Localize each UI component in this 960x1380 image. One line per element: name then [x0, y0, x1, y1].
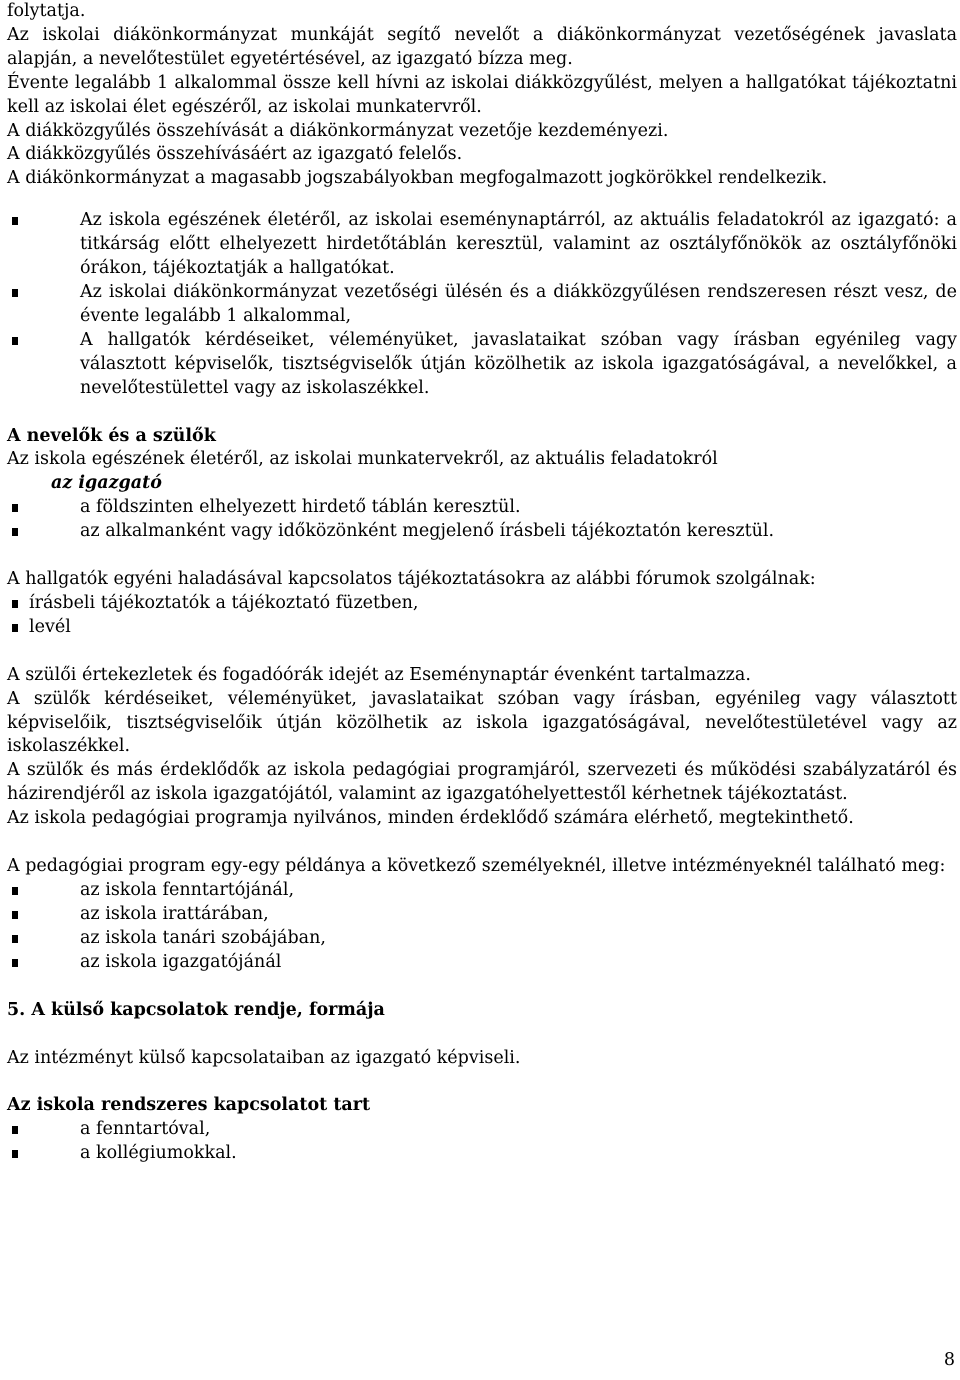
paragraph: Évente legalább 1 alkalommal össze kell hívni az iskolai diákközgyűlést, melyen a hallgatókat tájékoztatni kell az iskolai élet egészéről, az iskolai munkatervről. — [7, 72, 957, 117]
bullet-list — [7, 879, 957, 975]
paragraph: Az iskola pedagógiai programja nyilvános, minden érdeklődő számára elérhető, megtekinthető. — [7, 808, 854, 829]
paragraph: A pedagógiai program egy-egy példánya a következő személyeknél, illetve intézményeknél található meg: — [7, 856, 946, 877]
bullet-list — [7, 496, 957, 544]
paragraph: A szülők és más érdeklődők az iskola pedagógiai programjáról, szervezeti és működési szabályzatáról és házirendjéről az iskola igazgatójától, valamint az igazgatóhelyettestől kérhetnek tájékoztatást. — [7, 760, 957, 805]
paragraph: Az iskolai diákönkormányzat munkáját segítő nevelőt a diákönkormányzat vezetőségének javaslata alapján, a nevelőtestület egyetértésével, az igazgató bízza meg. — [7, 24, 957, 69]
section-heading: A nevelők és a szülők — [7, 425, 216, 446]
list-item: írásbeli tájékoztatók a tájékoztató füzetben, — [7, 592, 957, 616]
paragraph: A diákönkormányzat a magasabb jogszabályokban megfogalmazott jogkörökkel rendelkezik. — [7, 168, 828, 189]
list-item: Az iskolai diákönkormányzat vezetőségi ülésén és a diákközgyűlésen rendszeresen részt vesz, de évente legalább 1 alkalommal, — [7, 281, 957, 329]
document-page — [7, 0, 957, 1166]
paragraph: Az intézményt külső kapcsolataiban az igazgató képviseli. — [7, 1047, 521, 1068]
list-item: a földszinten elhelyezett hirdető táblán keresztül. — [7, 496, 957, 520]
paragraph: A diákközgyűlés összehívását a diákönkormányzat vezetője kezdeményezi. — [7, 120, 669, 141]
list-item: a kollégiumokkal. — [7, 1142, 957, 1166]
bullet-list — [7, 1118, 957, 1166]
paragraph: A szülői értekezletek és fogadóórák idejét az Eseménynaptár évenként tartalmazza. — [7, 664, 751, 685]
list-item: az iskola tanári szobájában, — [7, 927, 957, 951]
list-item: az alkalmanként vagy időközönként megjelenő írásbeli tájékoztatón keresztül. — [7, 520, 957, 544]
emphasis-label: az igazgató — [51, 473, 162, 494]
section-heading: 5. A külső kapcsolatok rendje, formája — [7, 999, 385, 1020]
list-item: A hallgatók kérdéseiket, véleményüket, javaslataikat szóban vagy írásban egyénileg vagy választott képviselők, tisztségviselők útján közölhetik az iskola igazgatóságával, a nevelőkkel, a nevelőtestülettel vagy az iskolaszékkel. — [7, 329, 957, 401]
list-item: Az iskola egészének életéről, az iskolai eseménynaptárról, az aktuális feladatokról az igazgató: a titkárság előtt elhelyezett hirdetőtáblán keresztül, valamint az osztályfőnökök az osztályfőnöki órákon, tájékoztatják a hallgatókat. — [7, 209, 957, 281]
paragraph: A szülők kérdéseiket, véleményüket, javaslataikat szóban vagy írásban, egyénileg vagy választott képviselőik, tisztségviselőik útján közölhetik az iskola igazgatóságával, nevelőtestületével vagy az iskolaszékkel. — [7, 688, 957, 757]
list-item: az iskola fenntartójánál, — [7, 879, 957, 903]
paragraph: A diákközgyűlés összehívásáért az igazgató felelős. — [7, 144, 463, 165]
subheading: Az iskola rendszeres kapcsolatot tart — [7, 1095, 371, 1116]
paragraph: folytatja. — [7, 1, 86, 21]
paragraph: A hallgatók egyéni haladásával kapcsolatos tájékoztatásokra az alábbi fórumok szolgálnak: — [7, 569, 816, 590]
list-item: levél — [7, 616, 957, 640]
list-item: az iskola igazgatójánál — [7, 951, 957, 975]
list-item: a fenntartóval, — [7, 1118, 957, 1142]
page-number: 8 — [943, 1350, 955, 1370]
bullet-list — [7, 592, 957, 640]
bullet-list — [7, 209, 957, 400]
paragraph: Az iskola egészének életéről, az iskolai munkatervekről, az aktuális feladatokról — [7, 449, 718, 470]
list-item: az iskola irattárában, — [7, 903, 957, 927]
